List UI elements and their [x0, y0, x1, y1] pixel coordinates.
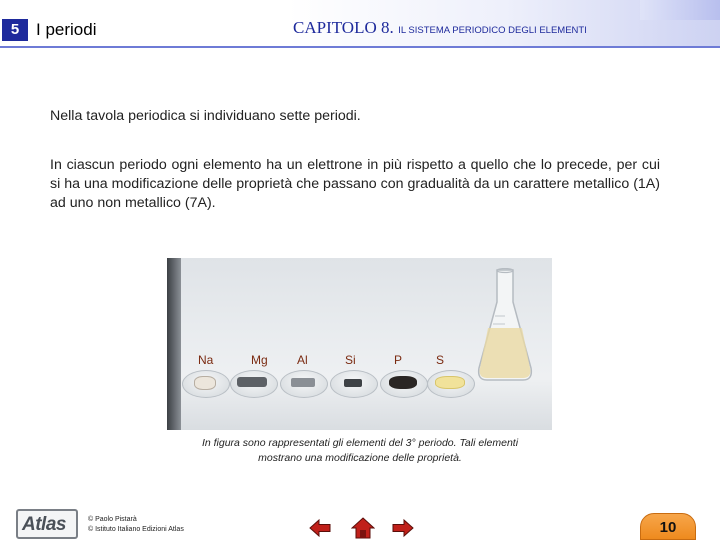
- figure-caption: [170, 436, 550, 466]
- header-divider: [0, 46, 720, 48]
- next-button[interactable]: [391, 516, 415, 540]
- element-label-si: Si: [345, 353, 356, 367]
- chapter-subtitle: IL SISTEMA PERIODICO DEGLI ELEMENTI: [398, 25, 587, 36]
- element-label-al: Al: [297, 353, 308, 367]
- arrow-left-icon: [308, 516, 332, 540]
- sample-mg: [237, 377, 267, 387]
- element-label-na: Na: [198, 353, 214, 367]
- sample-p: [389, 376, 417, 389]
- element-label-s: S: [436, 353, 445, 367]
- sample-si: [344, 379, 362, 387]
- slide-number-badge: 5: [2, 19, 28, 41]
- atlas-logo: [16, 509, 78, 539]
- arrow-right-icon: [391, 516, 415, 540]
- element-label-p: P: [394, 353, 403, 367]
- flask-chlorine: [475, 268, 535, 386]
- elements-photo: [167, 258, 552, 430]
- paragraph-explanation: In ciascun periodo ogni elemento ha un elettrone in più rispetto a quello che lo precede, per cui si ha una modificazione delle proprietà che passano con gradualità da un carattere metallico (1A) ad uno non metallico (7A).: [50, 157, 660, 211]
- sample-al: [291, 378, 315, 387]
- page-number-badge: 10: [640, 513, 696, 540]
- sample-s: [435, 376, 465, 389]
- chapter-main: CAPITOLO 8.: [293, 18, 394, 37]
- logo-text: Atlas: [22, 514, 66, 535]
- credits: [88, 515, 184, 535]
- paragraph-intro: Nella tavola periodica si individuano sette periodi.: [50, 108, 361, 124]
- element-label-mg: Mg: [251, 353, 268, 367]
- credit-publisher: © Istituto Italiano Edizioni Atlas: [88, 526, 184, 533]
- home-button[interactable]: [351, 516, 375, 540]
- prev-button[interactable]: [308, 516, 332, 540]
- caption-line-2: mostrano una modificazione delle proprietà.: [258, 452, 462, 464]
- credit-author: © Paolo Pistarà: [88, 516, 137, 523]
- photo-shadow-edge: [167, 258, 181, 430]
- chapter-heading: [293, 18, 587, 38]
- sample-na: [194, 376, 216, 390]
- caption-line-1: In figura sono rappresentati gli elementi del 3° periodo. Tali elementi: [201, 437, 519, 449]
- home-icon: [351, 516, 375, 540]
- section-title: I periodi: [36, 20, 97, 39]
- header-corner-decoration: [640, 0, 720, 20]
